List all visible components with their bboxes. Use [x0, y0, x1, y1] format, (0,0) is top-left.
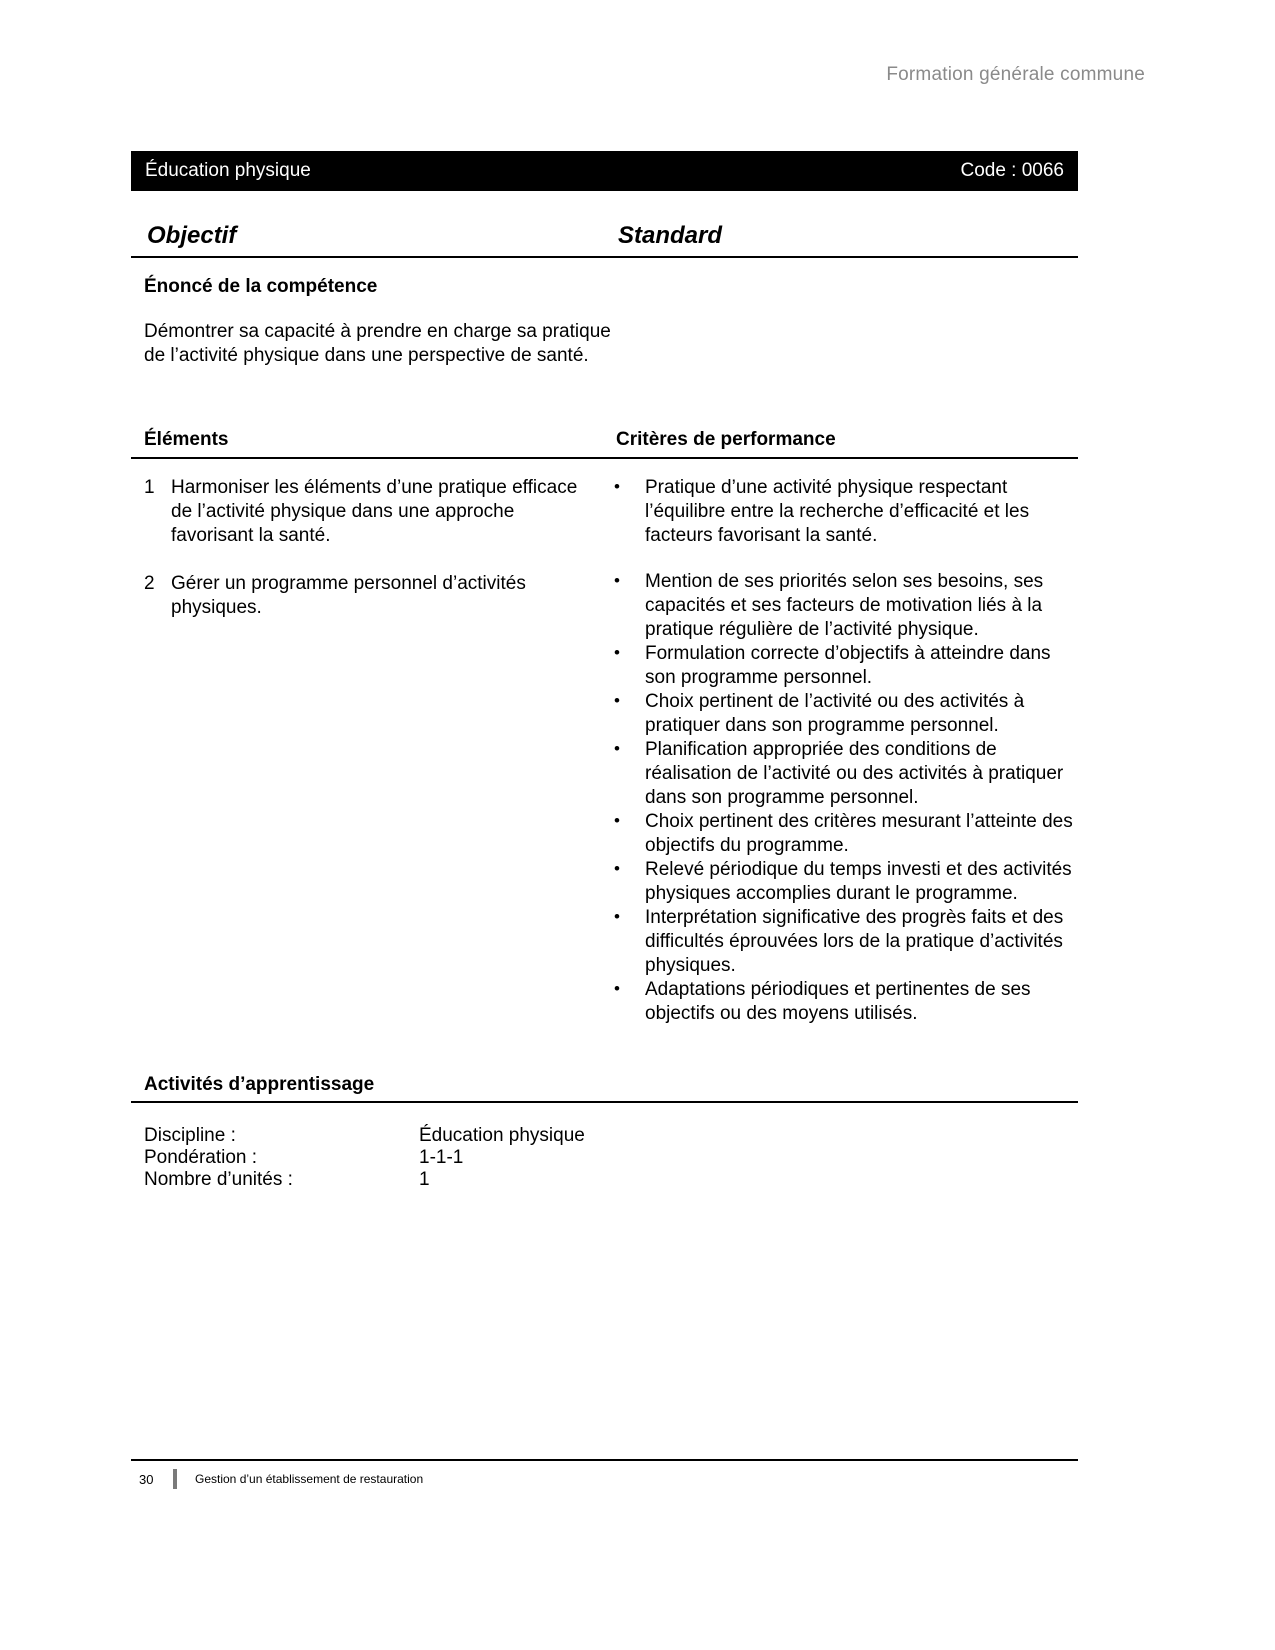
bullet-icon: • [614, 643, 620, 662]
course-discipline: Éducation physique [145, 160, 311, 181]
bullet-icon: • [614, 859, 620, 878]
critere-text: Mention de ses priorités selon ses besoins, ses capacités et ses facteurs de motivation liés à la pratique régulière de l’activité physique. [645, 571, 1044, 640]
bullet-icon: • [614, 811, 620, 830]
competence-heading: Énoncé de la compétence [144, 276, 378, 297]
critere-item [608, 476, 1078, 548]
bullet-icon: • [614, 907, 620, 926]
critere-item [608, 642, 1078, 690]
standard-heading: Standard [618, 222, 723, 249]
criteres-column [608, 476, 1078, 1026]
criteres-group [608, 476, 1078, 548]
critere-item [608, 906, 1078, 978]
bullet-icon: • [614, 979, 620, 998]
element-number: 2 [144, 573, 155, 594]
bullet-icon: • [614, 691, 620, 710]
elements-column [131, 476, 601, 644]
bullet-icon: • [614, 739, 620, 758]
critere-item [608, 810, 1078, 858]
footer-text: Gestion d’un établissement de restauration [195, 1472, 424, 1486]
activites-label: Discipline : [144, 1125, 236, 1146]
activites-label: Nombre d’unités : [144, 1169, 293, 1190]
critere-item [608, 570, 1078, 642]
activites-row [144, 1169, 719, 1191]
objectif-heading: Objectif [147, 222, 237, 249]
footer-divider [131, 1459, 1078, 1461]
activites-row [144, 1125, 719, 1147]
critere-text: Pratique d’une activité physique respectant l’équilibre entre la recherche d’efficacité et les facteurs favorisant la santé. [645, 477, 1030, 546]
critere-text: Formulation correcte d’objectifs à atteindre dans son programme personnel. [645, 643, 1051, 688]
competence-text: Démontrer sa capacité à prendre en charge sa pratique de l’activité physique dans une perspective de santé. [144, 321, 611, 366]
course-code: Code : 0066 [960, 160, 1064, 181]
page-footer [131, 1466, 1078, 1492]
course-title-bar [131, 151, 1078, 191]
critere-text: Adaptations périodiques et pertinentes de ses objectifs ou des moyens utilisés. [645, 979, 1031, 1024]
element-text: Gérer un programme personnel d’activités physiques. [171, 573, 526, 618]
criteres-group [608, 570, 1078, 1026]
element-text: Harmoniser les éléments d’une pratique efficace de l’activité physique dans une approche favorisant la santé. [171, 477, 578, 546]
critere-item [608, 738, 1078, 810]
activites-value: Éducation physique [419, 1125, 585, 1146]
activites-heading: Activités d’apprentissage [144, 1074, 375, 1095]
critere-text: Planification appropriée des conditions de réalisation de l’activité ou des activités à pratiquer dans son programme personnel. [645, 739, 1064, 808]
page-header-text: Formation générale commune [886, 64, 1145, 85]
page-number: 30 [139, 1471, 154, 1487]
footer-separator-icon [173, 1469, 177, 1489]
element-item [131, 476, 601, 548]
activites-value: 1-1-1 [419, 1147, 464, 1168]
critere-text: Interprétation significative des progrès faits et des difficultés éprouvées lors de la pratique d’activités physiques. [645, 907, 1064, 976]
activites-row [144, 1147, 719, 1169]
criteres-heading: Critères de performance [616, 429, 836, 450]
activites-value: 1 [419, 1169, 430, 1190]
activites-heading-row [131, 1074, 1078, 1103]
critere-item [608, 690, 1078, 738]
critere-text: Choix pertinent des critères mesurant l’atteinte des objectifs du programme. [645, 811, 1073, 856]
bullet-icon: • [614, 477, 620, 496]
activites-label: Pondération : [144, 1147, 258, 1168]
elements-heading: Éléments [144, 429, 229, 450]
critere-text: Choix pertinent de l’activité ou des activités à pratiquer dans son programme personnel. [645, 691, 1025, 736]
objectif-standard-heading-row [131, 222, 1078, 258]
element-number: 1 [144, 477, 155, 498]
elements-criteres-heading-row [131, 429, 1078, 459]
critere-item [608, 858, 1078, 906]
bullet-icon: • [614, 571, 620, 590]
critere-text: Relevé périodique du temps investi et des activités physiques accomplies durant le programme. [645, 859, 1072, 904]
element-item [131, 572, 601, 620]
activites-table [144, 1125, 719, 1191]
critere-item [608, 978, 1078, 1026]
